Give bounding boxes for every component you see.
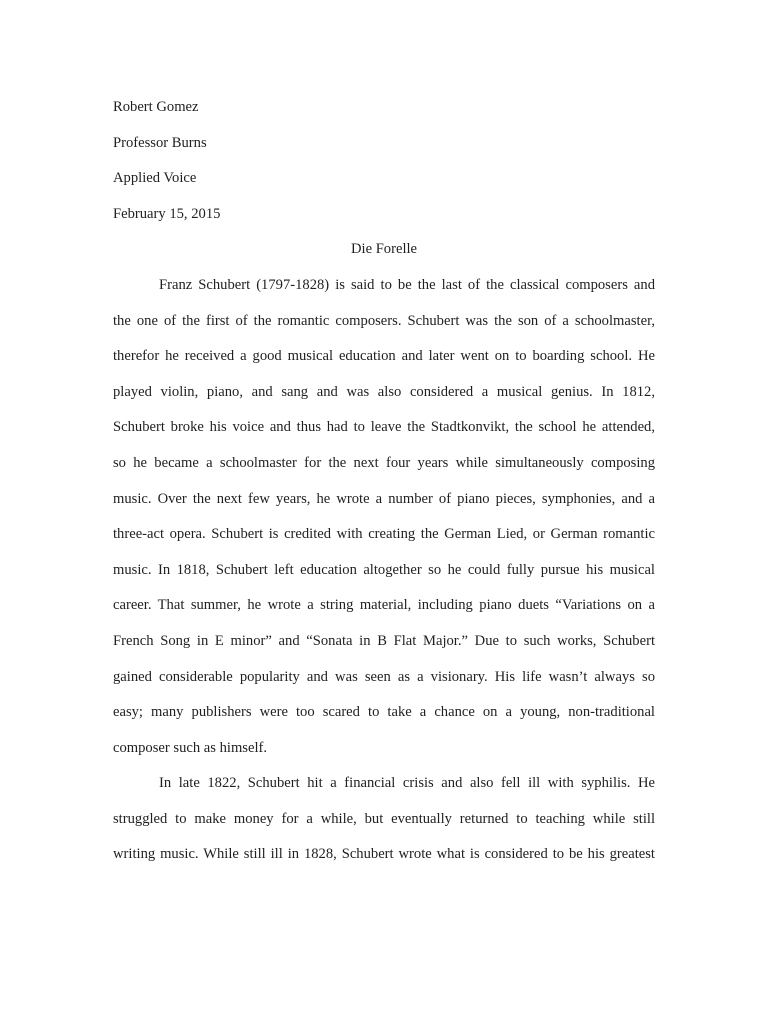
paragraph-line: music. In 1818, Schubert left education altogether so he could fully pursue his musical xyxy=(113,561,655,578)
paragraph-line: writing music. While still ill in 1828, Schubert wrote what is considered to be his greatest xyxy=(113,846,655,863)
author-name: Robert Gomez xyxy=(113,99,199,115)
paragraph-line: played violin, piano, and sang and was also considered a musical genius. In 1812, xyxy=(113,383,655,400)
paragraph-line: so he became a schoolmaster for the next four years while simultaneously composing xyxy=(113,454,655,471)
paragraph-line: French Song in E minor” and “Sonata in B Flat Major.” Due to such works, Schubert xyxy=(113,632,655,649)
essay-body xyxy=(113,90,655,873)
course-name: Applied Voice xyxy=(113,170,197,187)
paragraph-line: gained considerable popularity and was seen as a visionary. His life wasn’t always so xyxy=(113,668,655,685)
paragraph-line: In late 1822, Schubert hit a financial crisis and also fell ill with syphilis. He xyxy=(159,775,655,792)
essay-date: February 15, 2015 xyxy=(113,205,221,222)
paragraph-line: Schubert broke his voice and thus had to leave the Stadtkonvikt, the school he attended, xyxy=(113,419,655,436)
paragraph-line: therefor he received a good musical education and later went on to boarding school. He xyxy=(113,348,655,365)
paragraph-line: the one of the first of the romantic composers. Schubert was the son of a schoolmaster, xyxy=(113,312,655,329)
paragraph-line: easy; many publishers were too scared to take a chance on a young, non-traditional xyxy=(113,704,655,721)
essay-title: Die Forelle xyxy=(350,241,418,258)
paragraph-line: Franz Schubert (1797-1828) is said to be the last of the classical composers and xyxy=(159,276,655,293)
paragraph-line: career. That summer, he wrote a string material, including piano duets “Variations on a xyxy=(113,597,655,614)
paragraph-line: three-act opera. Schubert is credited with creating the German Lied, or German romantic xyxy=(113,526,655,543)
professor-name: Professor Burns xyxy=(113,134,207,151)
paragraph-line: struggled to make money for a while, but eventually returned to teaching while still xyxy=(113,810,655,827)
paragraph-line: music. Over the next few years, he wrote a number of piano pieces, symphonies, and a xyxy=(113,490,655,507)
paragraph-line: composer such as himself. xyxy=(113,739,268,756)
